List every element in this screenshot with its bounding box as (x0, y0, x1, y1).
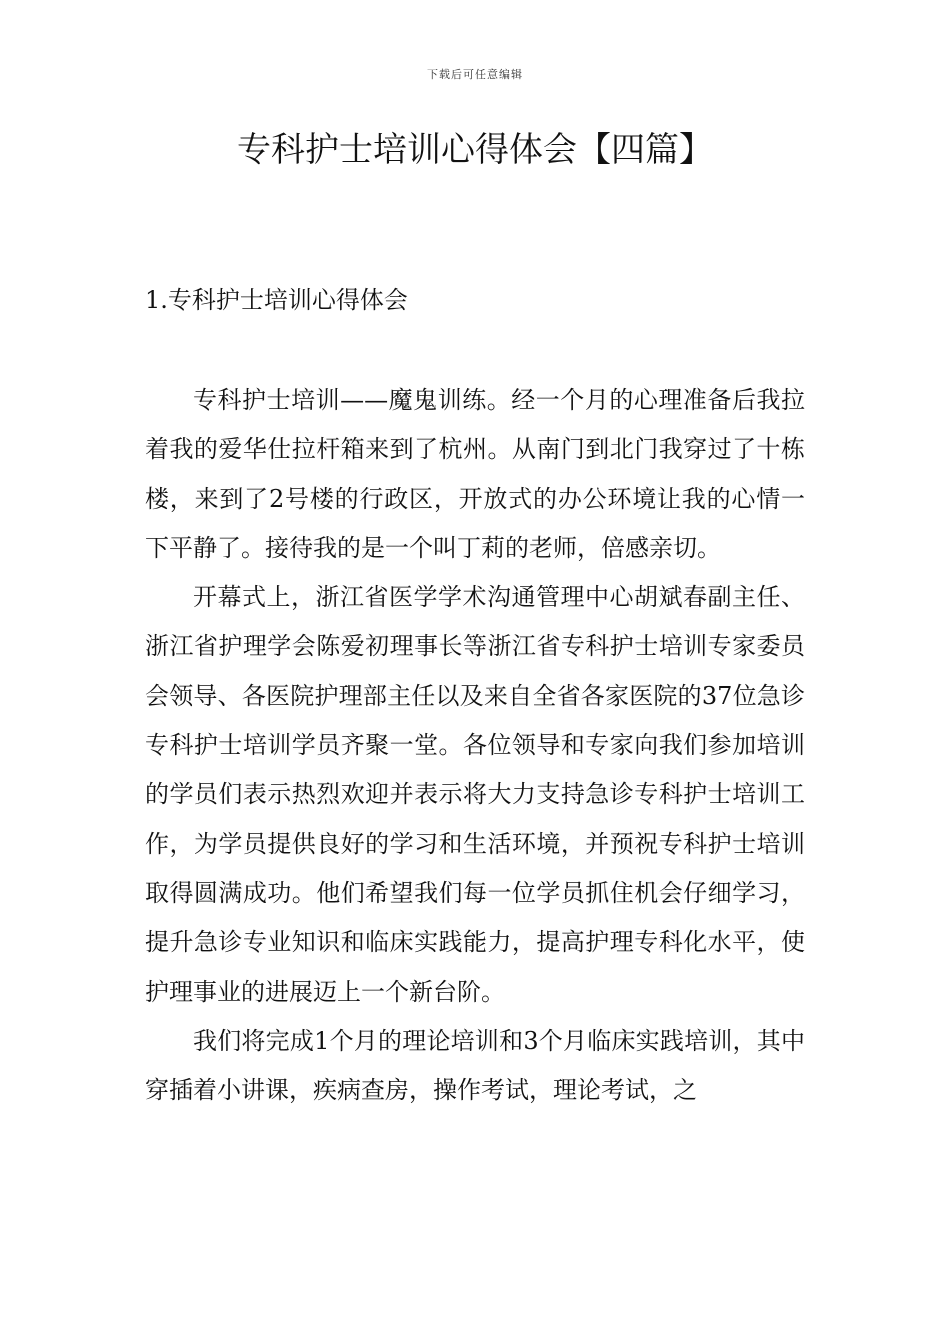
document-title: 专科护士培训心得体会【四篇】 (237, 130, 713, 170)
paragraph: 开幕式上，浙江省医学学术沟通管理中心胡斌春副主任、浙江省护理学会陈爱初理事长等浙江省专科护士培训专家委员会领导、各医院护理部主任以及来自全省各家医院的37位急诊专科护士培训学员齐聚一堂。各位领导和专家向我们参加培训的学员们表示热烈欢迎并表示将大力支持急诊专科护士培训工作，为学员提供良好的学习和生活环境，并预祝专科护士培训取得圆满成功。他们希望我们每一位学员抓住机会仔细学习，提升急诊专业知识和临床实践能力，提高护理专科化水平，使护理事业的进展迈上一个新台阶。 (145, 583, 805, 1006)
header-note: 下载后可任意编辑 (427, 68, 523, 81)
body-text (145, 376, 805, 1115)
paragraph: 专科护士培训——魔鬼训练。经一个月的心理准备后我拉着我的爱华仕拉杆箱来到了杭州。从南门到北门我穿过了十栋楼，来到了2号楼的行政区，开放式的办公环境让我的心情一下平静了。接待我的是一个叫丁莉的老师，倍感亲切。 (145, 386, 805, 562)
paragraph: 我们将完成1个月的理论培训和3个月临床实践培训，其中穿插着小讲课，疾病查房，操作考试，理论考试，之 (145, 1026, 805, 1105)
section-heading: 1.专科护士培训心得体会 (145, 286, 408, 314)
